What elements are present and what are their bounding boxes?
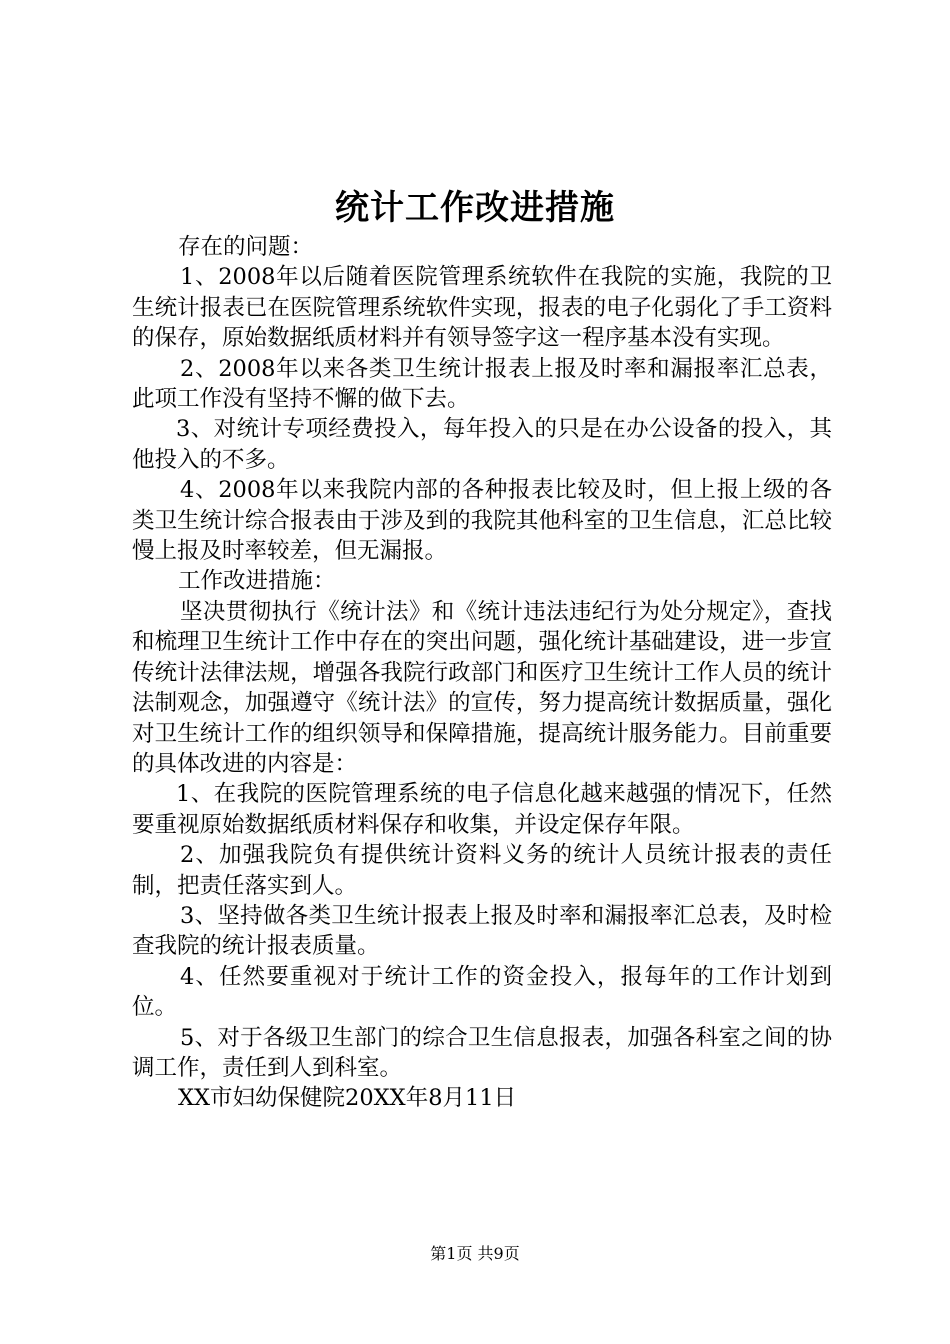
problem-paragraph-3: 3、对统计专项经费投入，每年投入的只是在办公设备的投入，其他投入的不多。 [132, 416, 832, 473]
problem-paragraph-1: 1、2008年以后随着医院管理系统软件在我院的实施，我院的卫生统计报表已在医院管理系统软件实现，报表的电子化弱化了手工资料的保存，原始数据纸质材料并有领导签字这一程序基本没有实现。 [132, 264, 832, 352]
problem-paragraph-2: 2、2008年以来各类卫生统计报表上报及时率和漏报率汇总表，此项工作没有坚持不懈的做下去。 [132, 355, 832, 413]
signature-line: XX市妇幼保健院20XX年8月11日 [178, 1085, 517, 1112]
document-title: 统计工作改进措施 [335, 188, 615, 228]
page-indicator: 第1页 共9页 [430, 1244, 520, 1263]
section-heading-measures: 工作改进措施： [178, 568, 336, 595]
page-footer [0, 1242, 950, 1266]
section-heading-problems: 存在的问题： [178, 234, 314, 260]
problem-paragraph-4: 4、2008年以来我院内部的各种报表比较及时，但上报上级的各类卫生统计综合报表由于涉及到的我院其他科室的卫生信息，汇总比较慢上报及时率较差，但无漏报。 [132, 477, 832, 565]
measures-intro-paragraph: 坚决贯彻执行《统计法》和《统计违法违纪行为处分规定》，查找和梳理卫生统计工作中存在的突出问题，强化统计基础建设，进一步宣传统计法律法规，增强各我院行政部门和医疗卫生统计工作人员的统计法制观念，加强遵守《统计法》的宣传，努力提高统计数据质量，强化对卫生统计工作的组织领导和保障措施，提高统计服务能力。目前重要的具体改进的内容是： [132, 598, 832, 777]
document-body [132, 232, 832, 1114]
measure-paragraph-1: 1、在我院的医院管理系统的电子信息化越来越强的情况下，任然要重视原始数据纸质材料保存和收集，并设定保存年限。 [132, 781, 832, 838]
measure-paragraph-5: 5、对于各级卫生部门的综合卫生信息报表，加强各科室之间的协调工作，责任到人到科室。 [132, 1024, 832, 1081]
measure-paragraph-3: 3、坚持做各类卫生统计报表上报及时率和漏报率汇总表，及时检查我院的统计报表质量。 [132, 902, 832, 960]
measure-paragraph-2: 2、加强我院负有提供统计资料义务的统计人员统计报表的责任制，把责任落实到人。 [132, 842, 832, 899]
measure-paragraph-4: 4、任然要重视对于统计工作的资金投入，报每年的工作计划到位。 [132, 963, 832, 1021]
